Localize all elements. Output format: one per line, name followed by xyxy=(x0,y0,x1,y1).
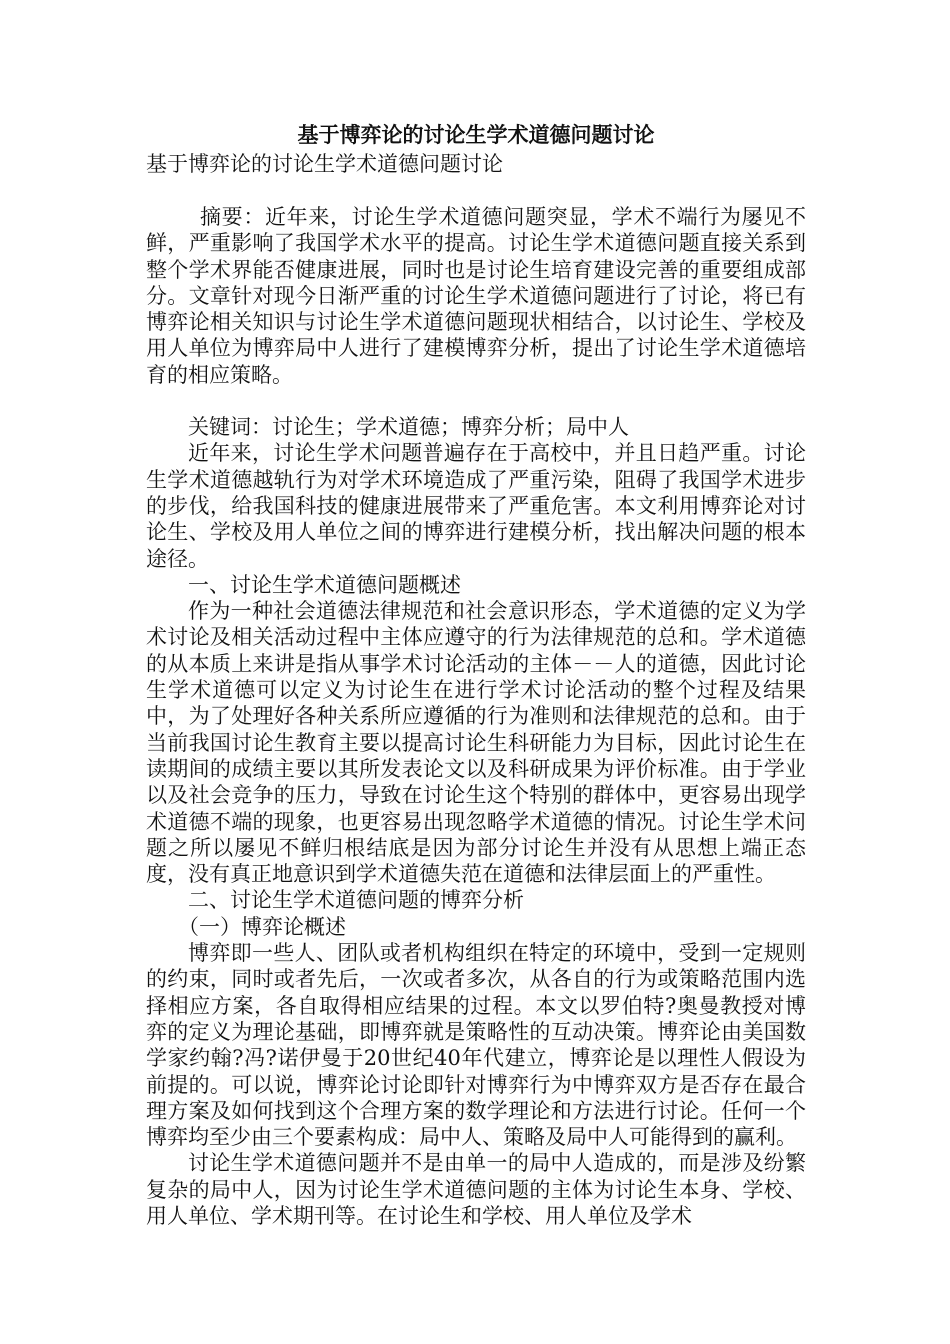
section-1-paragraph: 作为一种社会道德法律规范和社会意识形态，学术道德的定义为学术讨论及相关活动过程中主体应遵守的行为法律规范的总和。学术道德的从本质上来讲是指从事学术讨论活动的主体－－人的道德，因此讨论生学术道德可以定义为讨论生在进行学术讨论活动的整个过程及结果中，为了处理好各种关系所应遵循的行为准则和法律规范的总和。由于当前我国讨论生教育主要以提高讨论生科研能力为目标，因此讨论生在读期间的成绩主要以其所发表论文以及科研成果为评价标准。由于学业以及社会竞争的压力，导致在讨论生这个特别的群体中，更容易出现学术道德不端的现象，也更容易出现忽略学术道德的情况。讨论生学术问题之所以屡见不鲜归根结底是因为部分讨论生并没有从思想上端正态度，没有真正地意识到学术道德失范在道德和法律层面上的严重性。 xyxy=(146,599,806,887)
section-2-heading: 二、讨论生学术道德问题的博弈分析 xyxy=(188,888,524,913)
section-1-heading: 一、讨论生学术道德问题概述 xyxy=(188,572,461,597)
intro-paragraph: 近年来，讨论生学术问题普遍存在于高校中，并且日趋严重。讨论生学术道德越轨行为对学术环境造成了严重污染，阻碍了我国学术进步的步伐，给我国科技的健康进展带来了严重危害。本文利用博弈论对讨论生、学校及用人单位之间的博弈进行建模分析，找出解决问题的根本途径。 xyxy=(146,441,806,571)
document-title: 基于博弈论的讨论生学术道德问题讨论 xyxy=(297,122,655,147)
document-page xyxy=(146,120,806,1229)
blank-line xyxy=(146,388,806,414)
section-2-1-paragraph-2: 讨论生学术道德问题并不是由单一的局中人造成的，而是涉及纷繁复杂的局中人，因为讨论生学术道德问题的主体为讨论生本身、学校、用人单位、学术期刊等。在讨论生和学校、用人单位及学术 xyxy=(146,1151,806,1228)
keywords-line: 关键词：讨论生；学术道德；博弈分析；局中人 xyxy=(188,415,629,440)
section-2-1-heading: （一）博弈论概述 xyxy=(178,914,346,939)
abstract-paragraph: 摘要：近年来，讨论生学术道德问题突显，学术不端行为屡见不鲜，严重影响了我国学术水平的提高。讨论生学术道德问题直接关系到整个学术界能否健康进展，同时也是讨论生培育建设完善的重要组成部分。文章针对现今日渐严重的讨论生学术道德问题进行了讨论，将已有博弈论相关知识与讨论生学术道德问题现状相结合，以讨论生、学校及用人单位为博弈局中人进行了建模博弈分析，提出了讨论生学术道德培育的相应策略。 xyxy=(146,205,806,387)
blank-line xyxy=(146,178,806,204)
section-2-1-paragraph: 博弈即一些人、团队或者机构组织在特定的环境中，受到一定规则的约束，同时或者先后，一次或者多次，从各自的行为或策略范围内选择相应方案，各自取得相应结果的过程。本文以罗伯特?奥曼教授对博弈的定义为理论基础，即博弈就是策略性的互动决策。博弈论由美国数学家约翰?冯?诺伊曼于20世纪40年代建立，博弈论是以理性人假设为前提的。可以说，博弈论讨论即针对博弈行为中博弈双方是否存在最合理方案及如何找到这个合理方案的数学理论和方法进行讨论。任何一个博弈均至少由三个要素构成：局中人、策略及局中人可能得到的赢利。 xyxy=(146,941,806,1150)
document-subtitle: 基于博弈论的讨论生学术道德问题讨论 xyxy=(146,152,503,176)
